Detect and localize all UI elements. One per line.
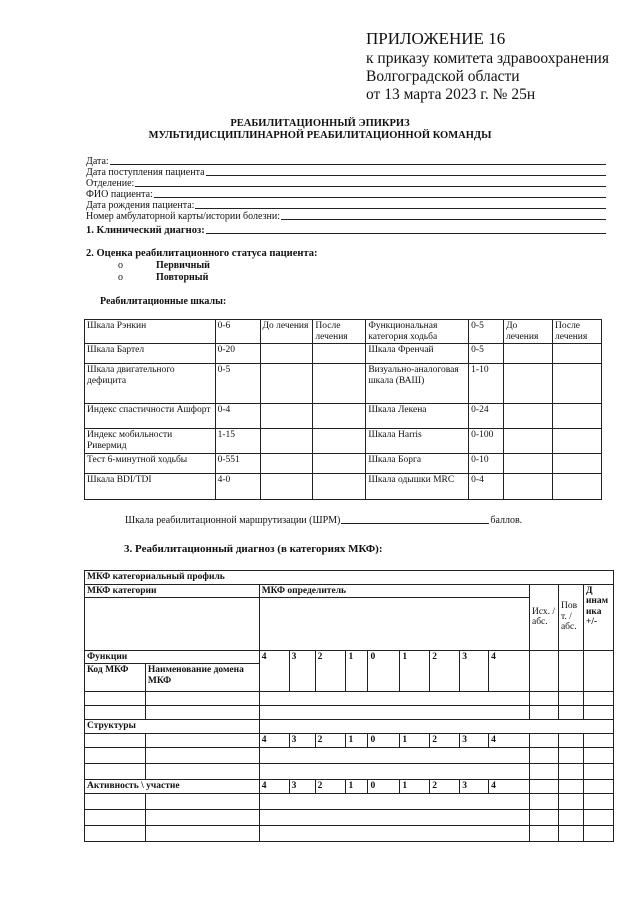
qualifier-cell: 3 [289,780,315,794]
field-department[interactable] [86,178,606,189]
scale-score-cell[interactable] [504,474,553,500]
scale-cell: 1-15 [215,429,260,454]
qualifier-cell: 1 [400,650,430,692]
scale-cell: 0-4 [469,474,504,500]
qualifier-cell: 1 [400,734,430,748]
qualifier-cell: 3 [460,780,489,794]
field-admission-date[interactable] [86,167,606,178]
scales-table [84,319,602,500]
qualifier-cell: 2 [430,780,460,794]
qualifier-cell: 4 [259,734,289,748]
patient-fields [86,156,606,236]
scale-score-cell[interactable] [553,454,602,474]
qualifier-cell: 1 [400,780,430,794]
appendix-line-1: к приказу комитета здравоохранения [366,50,609,67]
qualifier-cell: 2 [430,734,460,748]
field-label: Дата: [86,156,109,167]
scale-cell: После лечения [553,320,602,344]
icf-activity-label: Активность \ участие [85,780,260,794]
table-row [85,764,614,780]
field-label: Дата рождения пациента: [86,200,195,211]
scale-cell: 0-5 [215,364,260,404]
scale-cell: Шкала одышки MRC [366,474,469,500]
icf-initial-header: Исх. /абс. [529,584,558,650]
scale-cell: 0-20 [215,344,260,364]
scale-cell: Шкала Бартел [85,344,216,364]
field-label: Номер амбулаторной карты/истории болезни: [86,211,280,222]
scale-cell: Визуально-аналоговая шкала (ВАШ) [366,364,469,404]
icf-table [84,570,614,842]
shrm-suffix: баллов. [490,515,523,526]
qualifier-cell: 4 [259,650,289,692]
scale-score-cell[interactable] [504,454,553,474]
status-options [118,260,210,284]
option-repeat[interactable] [118,272,210,284]
icf-domain-header: Наименование домена МКФ [145,664,259,692]
scale-score-cell[interactable] [553,429,602,454]
scale-cell: Тест 6-минутной ходьбы [85,454,216,474]
appendix-title: ПРИЛОЖЕНИЕ 16 [366,29,506,48]
scale-score-cell[interactable] [313,429,366,454]
icf-categories-header [85,584,260,650]
icf-cell[interactable] [529,650,558,692]
scale-score-cell[interactable] [504,344,553,364]
field-record-number[interactable] [86,211,606,222]
qualifier-cell: 0 [368,734,400,748]
table-row [85,692,614,706]
scale-cell: 4-0 [215,474,260,500]
scale-cell: 0-24 [469,404,504,429]
scale-score-cell[interactable] [553,404,602,429]
scale-score-cell[interactable] [260,474,313,500]
scale-cell: Шкала Френчай [366,344,469,364]
shrm-input[interactable] [341,513,489,524]
qualifier-cell: 1 [346,734,368,748]
scale-cell: 0-6 [215,320,260,344]
scale-score-cell[interactable] [313,404,366,429]
scale-row [85,364,602,404]
option-label: Повторный [156,272,209,283]
qualifier-cell: 4 [489,734,530,748]
qualifier-cell: 1 [346,650,368,692]
scale-row [85,474,602,500]
icf-repeat-header: Пов т. /абс. [558,584,583,650]
scale-score-cell[interactable] [504,404,553,429]
qualifier-cell: 0 [368,650,400,692]
scale-score-cell[interactable] [313,454,366,474]
appendix-block [366,30,609,104]
scale-score-cell[interactable] [260,344,313,364]
scale-score-cell[interactable] [260,429,313,454]
scale-score-cell[interactable] [313,344,366,364]
scale-row [85,454,602,474]
table-row [85,706,614,720]
scale-score-cell[interactable] [260,364,313,404]
option-label: Первичный [156,260,210,271]
scale-cell: Функциональная категория ходьба [366,320,469,344]
icf-code-header: Код МКФ [85,664,146,692]
shrm-label: Шкала реабилитационной маршрутизации (ШРМ) [125,515,341,526]
shrm-line [125,513,522,526]
scale-cell: Шкала Лекена [366,404,469,429]
scales-heading: Реабилитационные шкалы: [100,296,227,307]
option-primary[interactable] [118,260,210,272]
scale-cell: 0-4 [215,404,260,429]
scale-cell: 1-10 [469,364,504,404]
appendix-line-2: Волгоградской области [366,68,520,85]
scale-score-cell[interactable] [553,344,602,364]
icf-dynamics-header: Д инам ика +/- [583,584,613,650]
qualifier-cell: 2 [315,780,346,794]
qualifier-cell: 2 [430,650,460,692]
table-row [85,826,614,842]
icf-cell[interactable] [583,650,613,692]
icf-cell[interactable] [558,650,583,692]
scale-cell: 0-100 [469,429,504,454]
scale-score-cell[interactable] [313,364,366,404]
scale-cell: Шкала Harris [366,429,469,454]
scale-cell: После лечения [313,320,366,344]
document-title-line-1: РЕАБИЛИТАЦИОННЫЙ ЭПИКРИЗ [230,118,410,129]
scale-cell: Шкала Рэнкин [85,320,216,344]
scale-score-cell[interactable] [504,364,553,404]
scale-row [85,320,602,344]
scale-row [85,429,602,454]
section-2-heading: 2. Оценка реабилитационного статуса пациента: [86,248,318,259]
qualifier-cell: 3 [460,734,489,748]
scale-cell: До лечения [504,320,553,344]
field-patient-name[interactable] [86,189,606,200]
scale-cell: 0-5 [469,344,504,364]
section-1-heading: 1. Клинический диагноз: [86,225,205,236]
scale-row [85,344,602,364]
qualifier-cell: 0 [368,780,400,794]
qualifier-cell: 3 [289,734,315,748]
scale-cell: 0-551 [215,454,260,474]
qualifier-cell: 4 [489,650,530,692]
section-3-heading: 3. Реабилитационный диагноз (в категориях МКФ): [124,543,383,555]
icf-functions-label: Функции [85,650,260,664]
qualifier-cell: 3 [460,650,489,692]
scale-score-cell[interactable] [504,429,553,454]
scale-cell: Шкала двигательного дефицита [85,364,216,404]
qualifier-cell: 1 [346,780,368,794]
field-birth-date[interactable] [86,200,606,211]
qualifier-cell: 3 [289,650,315,692]
scale-cell: Индекс мобильности Ривермид [85,429,216,454]
scale-cell: Шкала BDI/TDI [85,474,216,500]
field-label: Дата поступления пациента [86,167,205,178]
table-row [85,748,614,764]
scale-cell: До лечения [260,320,313,344]
appendix-line-3: от 13 марта 2023 г. № 25н [366,86,536,103]
scale-score-cell[interactable] [553,364,602,404]
table-row [85,794,614,810]
qualifier-cell: 2 [315,734,346,748]
scale-row [85,404,602,429]
qualifier-cell: 4 [489,780,530,794]
document-title-line-2: МУЛЬТИДИСЦИПЛИНАРНОЙ РЕАБИЛИТАЦИОННОЙ КОМАНДЫ [148,130,492,141]
table-row [85,810,614,826]
icf-profile-header: МКФ категориальный профиль [85,571,614,585]
scale-score-cell[interactable] [553,474,602,500]
field-label: Отделение: [86,178,135,189]
qualifier-cell: 4 [259,780,289,794]
field-clinical-diagnosis[interactable] [86,222,606,236]
field-date[interactable] [86,156,606,167]
scale-cell: 0-5 [469,320,504,344]
scale-score-cell[interactable] [260,404,313,429]
bullet-icon: o [118,272,123,283]
scale-cell: Шкала Борга [366,454,469,474]
scale-score-cell[interactable] [313,474,366,500]
icf-qualifier-label: МКФ определитель [261,585,347,596]
scale-cell: Индекс спастичности Ашфорт [85,404,216,429]
field-label: ФИО пациента: [86,189,153,200]
scale-score-cell[interactable] [260,454,313,474]
icf-categories-label: МКФ категории [87,585,157,596]
icf-structures-label: Структуры [85,720,260,734]
scale-cell: 0-10 [469,454,504,474]
icf-qualifier-header [259,584,529,650]
bullet-icon: o [118,260,123,271]
qualifier-cell: 2 [315,650,346,692]
